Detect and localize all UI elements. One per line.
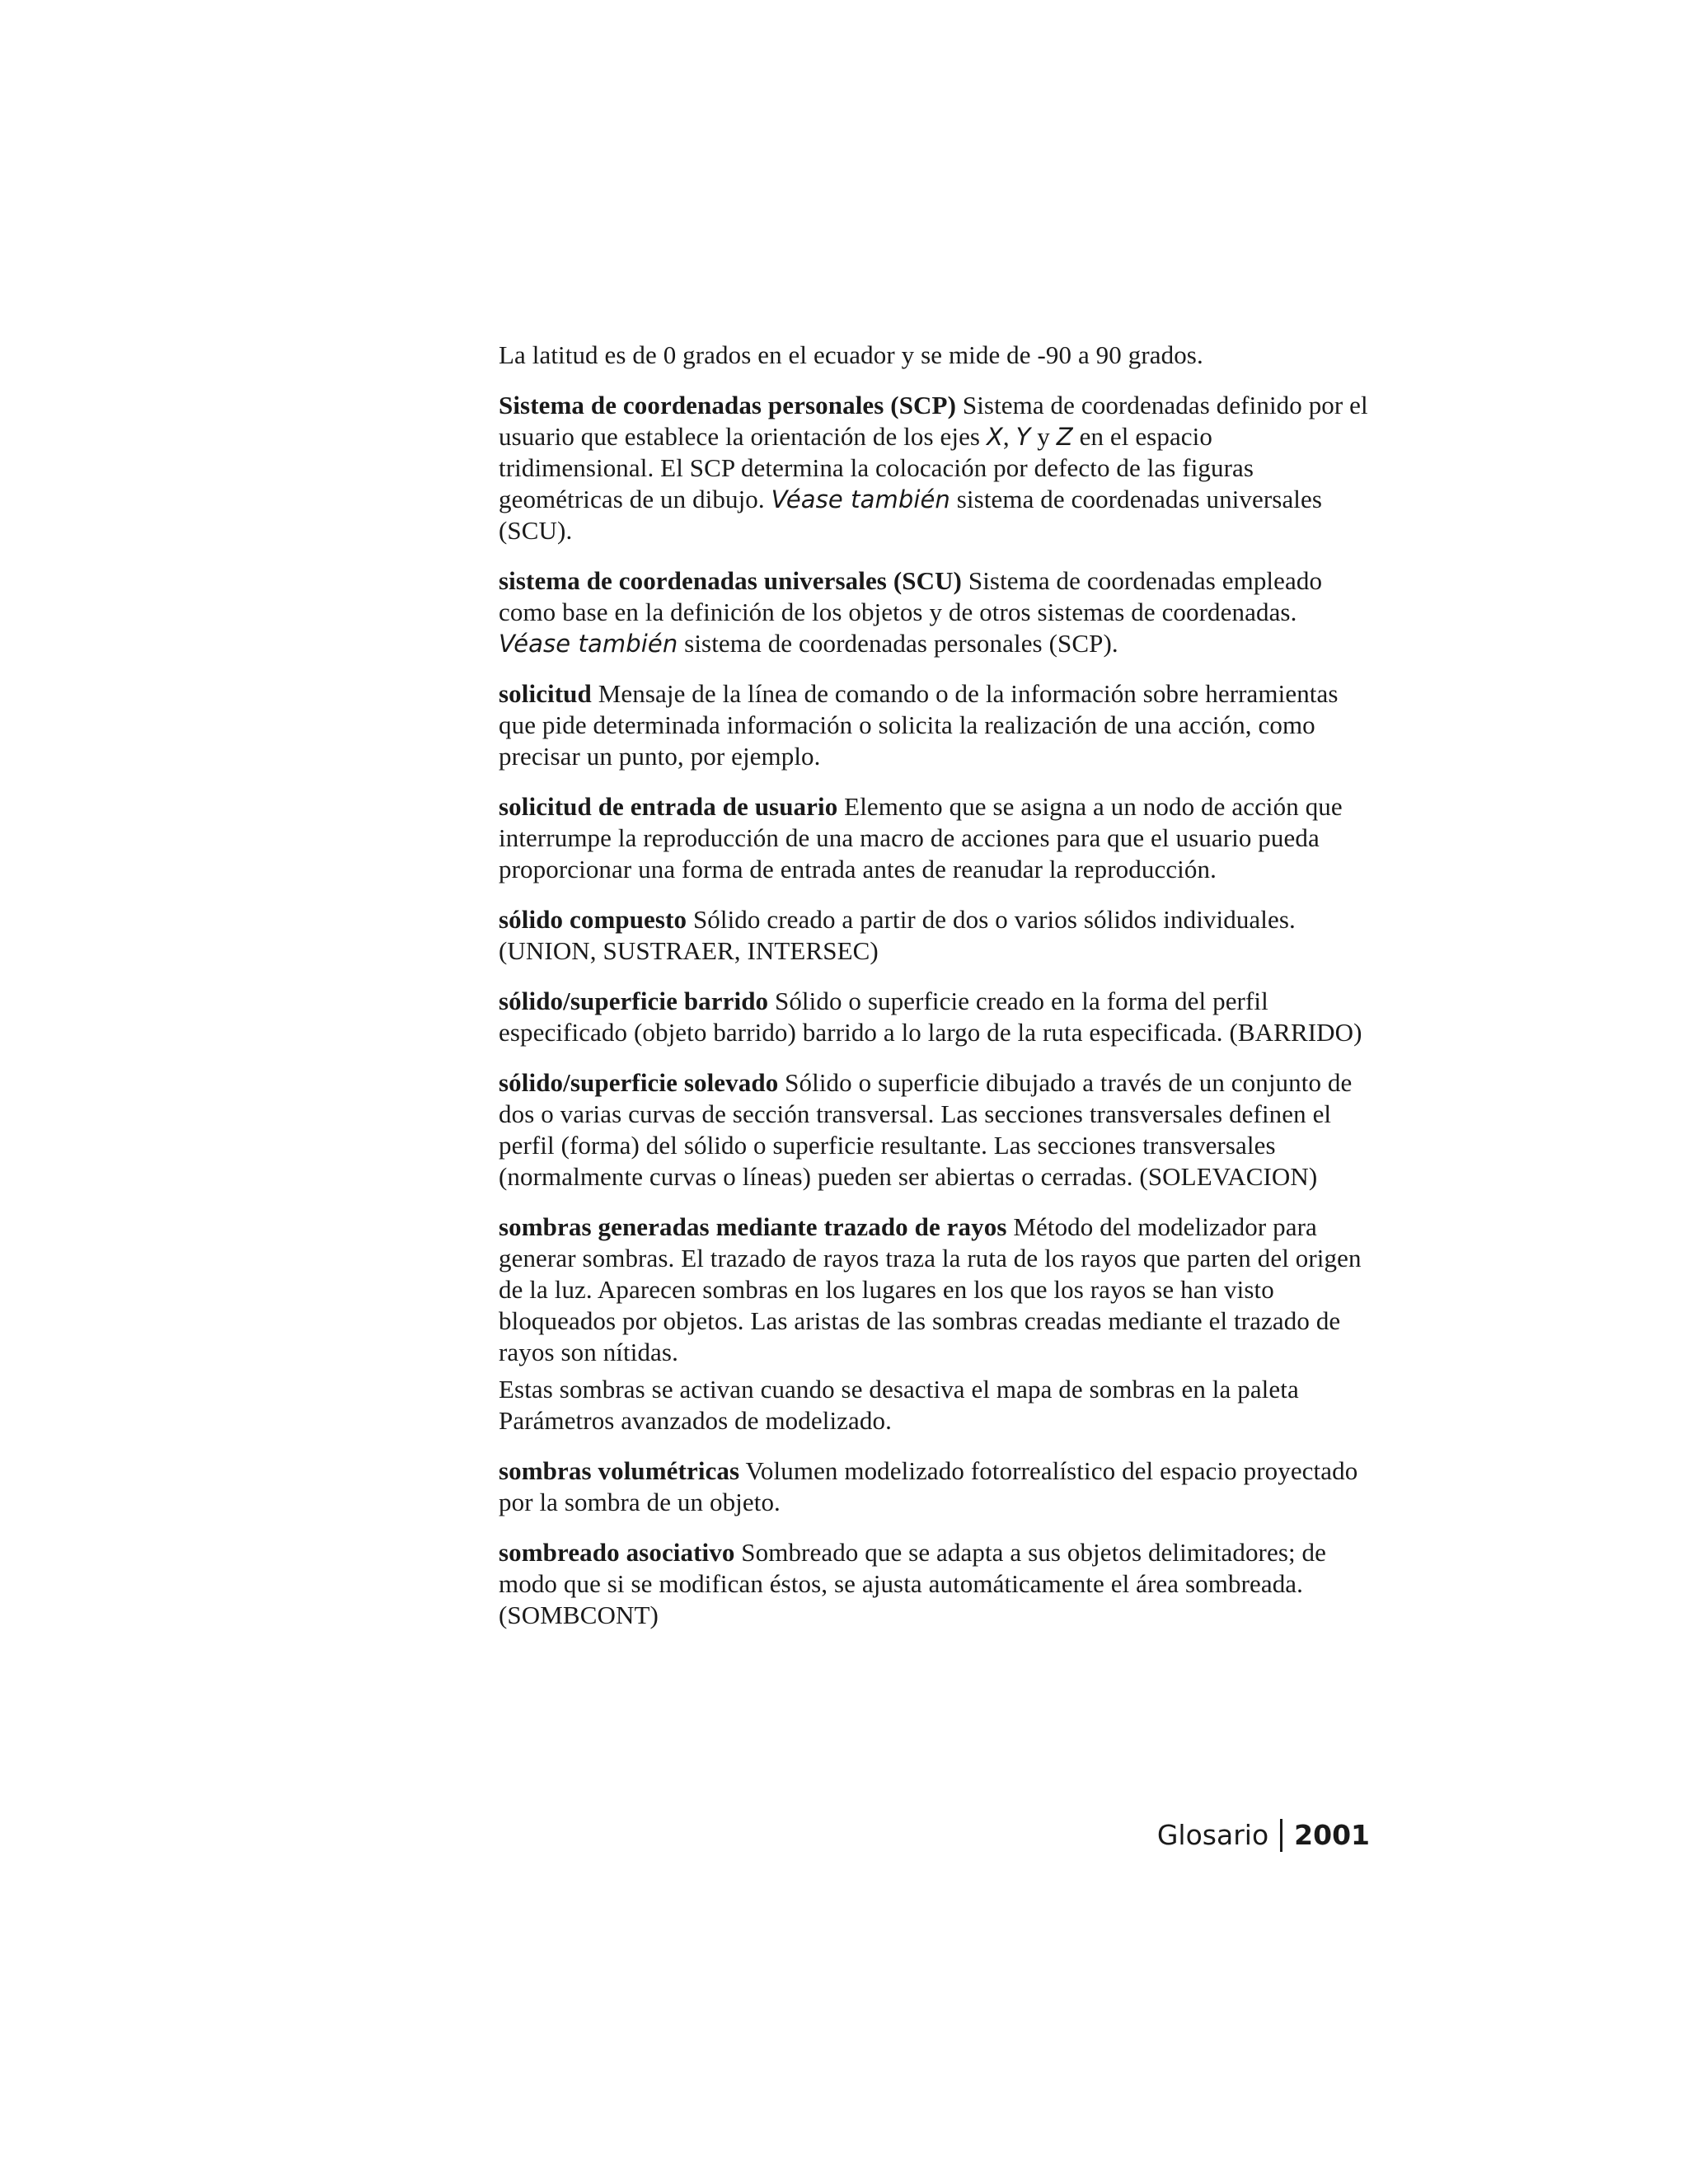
entry-definition: sistema de coordenadas personales (SCP). <box>678 629 1118 658</box>
footer-divider <box>1280 1819 1282 1852</box>
entry-definition: Sólido o superficie dibujado a través de un conjunto de dos o varias curvas de sección transversal. Las secciones transversales definen el perfil (forma) del sólido o superficie resultante. Las secciones transversales (normalmente curvas o líneas) pueden ser abiertas o cerradas. (SOLEVACION) <box>499 1068 1353 1191</box>
entry-definition: en el espacio tridimensional. El SCP determina la colocación por defecto de las figuras geométricas de un dibujo. <box>499 422 1254 513</box>
entry-definition: sistema de coordenadas universales (SCU). <box>499 485 1323 545</box>
entry-definition: Sombreado que se adapta a sus objetos delimitadores; de modo que si se modifican éstos, se ajusta automáticamente el área sombreada. (SOMBCONT) <box>499 1538 1327 1629</box>
entry-term: sombreado asociativo <box>499 1538 735 1567</box>
entry-term: Sistema de coordenadas personales (SCP) <box>499 391 956 419</box>
entry-term: sólido/superficie solevado <box>499 1068 779 1097</box>
entry-term: sólido/superficie barrido <box>499 987 769 1015</box>
entry-term: sistema de coordenadas universales (SCU) <box>499 566 962 595</box>
glossary-content <box>499 340 1374 1650</box>
entry-term: sombras generadas mediante trazado de rayos <box>499 1212 1007 1241</box>
see-also-label: Véase también <box>771 485 950 513</box>
separator-text: , <box>1002 422 1016 451</box>
axis-y-label: Y <box>1015 423 1031 451</box>
glossary-entry-solido-barrido <box>499 986 1374 1048</box>
glossary-entry-solido-solevado <box>499 1067 1374 1193</box>
glossary-entry-sombras-rayos <box>499 1212 1374 1368</box>
intro-paragraph <box>499 340 1374 371</box>
entry-definition: Volumen modelizado fotorrealístico del espacio proyectado por la sombra de un objeto. <box>499 1456 1358 1516</box>
glossary-entry-continuation <box>499 1374 1374 1436</box>
entry-definition: Sistema de coordenadas empleado como base en la definición de los objetos y de otros sistemas de coordenadas. <box>499 566 1323 626</box>
entry-term: sólido compuesto <box>499 905 687 934</box>
glossary-entry-solicitud-entrada <box>499 791 1374 885</box>
intro-text: La latitud es de 0 grados en el ecuador y se mide de -90 a 90 grados. <box>499 340 1203 369</box>
glossary-entry-scp <box>499 390 1374 546</box>
entry-continuation-text: Estas sombras se activan cuando se desactiva el mapa de sombras en la paleta Parámetros avanzados de modelizado. <box>499 1375 1299 1435</box>
glossary-entry-sombreado-asociativo <box>499 1537 1374 1631</box>
glossary-entry-solicitud <box>499 678 1374 772</box>
entry-definition: Elemento que se asigna a un nodo de acción que interrumpe la reproducción de una macro de acciones para que el usuario pueda proporcionar una forma de entrada antes de reanudar la reproducción. <box>499 792 1343 883</box>
entry-definition: Mensaje de la línea de comando o de la información sobre herramientas que pide determinada información o solicita la realización de una acción, como precisar un punto, por ejemplo. <box>499 679 1339 771</box>
see-also-label: Véase también <box>499 630 678 658</box>
entry-definition: Sólido o superficie creado en la forma del perfil especificado (objeto barrido) barrido a lo largo de la ruta especificada. (BARRIDO) <box>499 987 1362 1047</box>
entry-definition: Sólido creado a partir de dos o varios sólidos individuales. (UNION, SUSTRAER, INTERSEC) <box>499 905 1296 965</box>
entry-definition: Método del modelizador para generar sombras. El trazado de rayos traza la ruta de los rayos que parten del origen de la luz. Aparecen sombras en los lugares en los que los rayos se han visto bloqueados por objetos. Las aristas de las sombras creadas mediante el trazado de rayos son nítidas. <box>499 1212 1362 1366</box>
separator-text: y <box>1030 422 1057 451</box>
glossary-entry-solido-compuesto <box>499 904 1374 967</box>
glossary-entry-scu <box>499 565 1374 659</box>
axis-z-label: Z <box>1056 423 1073 451</box>
glossary-entry-sombras-volumetricas <box>499 1455 1374 1518</box>
page-footer <box>1157 1817 1370 1854</box>
entry-term: solicitud de entrada de usuario <box>499 792 838 821</box>
footer-section-title: Glosario <box>1156 1819 1269 1851</box>
page-number: 2001 <box>1294 1819 1370 1851</box>
axis-x-label: X <box>986 423 1003 451</box>
entry-term: solicitud <box>499 679 592 708</box>
entry-definition: Sistema de coordenadas definido por el usuario que establece la orientación de los ejes <box>499 391 1368 451</box>
entry-term: sombras volumétricas <box>499 1456 740 1485</box>
